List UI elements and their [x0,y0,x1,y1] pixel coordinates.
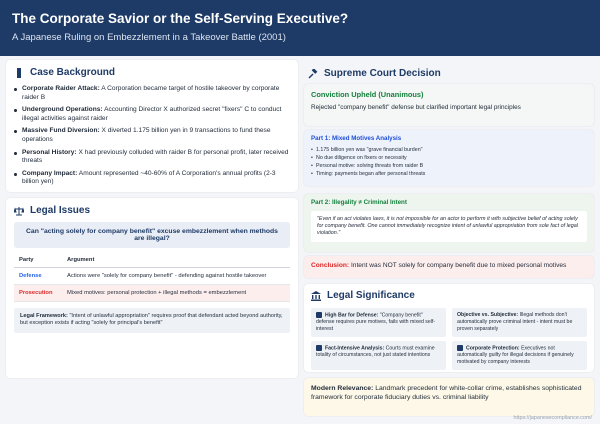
column-header: Party [14,253,62,268]
arguments-table [14,253,290,302]
modern-relevance-card [304,378,594,416]
part1-card [304,130,594,186]
table-row [14,268,290,285]
part2-heading: Part 2: Illegality ≠ Criminal Intent [311,199,407,206]
list-item: Massive Fund Diversion: X diverted 1.175 billion yen in 9 transactions to fund these operations [14,127,290,144]
header-banner [0,0,600,56]
case-background-heading: Case Background [14,67,290,78]
legal-significance-card [304,284,594,372]
significance-grid [311,308,587,370]
court-quote: "Even if an act violates laws, it is not impossible for an actor to perform it with subjective belief of acting solely for company benefit. One cannot immediately recognize intent of unlawful appropriation from sole fact of legal violation." [311,211,587,242]
page-title: The Corporate Savior or the Self-Serving Executive? [12,11,349,26]
list-item: • 1.175 billion yen was "grave financial burden" [311,146,587,154]
column-header: Argument [62,253,290,268]
background-list [14,85,290,187]
significance-item: High Bar for Defense: "Company benefit" defense requires pure motives, fails with mixed self-interest [311,308,446,337]
building-small-icon [457,345,463,351]
bar-marker-icon [14,68,24,78]
list-item: • No due diligence on fixers or necessity [311,154,587,162]
list-item: • Personal motive: solving threats from raider B [311,162,587,170]
argument-cell: Mixed motives: personal protection + illegal methods = embezzlement [62,285,290,302]
legal-significance-heading: Legal Significance [311,290,587,301]
list-item: Corporate Raider Attack: A Corporation became target of hostile takeover by corporate raider B [14,85,290,102]
significance-item: Objective vs. Subjective: Illegal methods don't automatically prove criminal intent - intent must be proven separately [452,308,587,337]
significance-item: Corporate Protection: Executives not automatically guilty for illegal decisions if genuinely motivated by company interests [452,341,587,370]
verdict-text: Rejected "company benefit" defense but clarified important legal principles [311,104,521,111]
legal-framework-note: Legal Framework: "Intent of unlawful appropriation" requires proof that defendant acted beyond authority, but exception exists if acting "solely for principal's benefit" [14,308,290,333]
party-cell: Defense [14,268,62,285]
verdict-card [304,84,594,126]
shield-icon [316,312,322,318]
gavel-icon [308,69,318,79]
building-icon [311,291,321,301]
footer-url: https://japanesecompliance.com/ [513,415,592,421]
page-subtitle: A Japanese Ruling on Embezzlement in a Takeover Battle (2001) [12,32,286,43]
scales-icon [14,206,24,216]
legal-issues-card [6,198,298,378]
significance-item: Fact-Intensive Analysis: Courts must examine totality of circumstances, not just stated intentions [311,341,446,370]
legal-issues-heading: Legal Issues [14,205,290,216]
table-row [14,285,290,302]
part1-heading: Part 1: Mixed Motives Analysis [311,135,402,142]
left-column [6,60,298,418]
list-item: Personal History: X had previously colluded with raider B for personal profit, later received threats [14,149,290,166]
verdict-heading: Conviction Upheld (Unanimous) [311,90,424,99]
case-background-card [6,60,298,192]
list-item: Underground Operations: Accounting Director X authorized secret "fixers" C to conduct illegal activities against raider [14,106,290,123]
conclusion-text: Conclusion: Intent was NOT solely for company benefit due to mixed personal motives [311,262,567,269]
supreme-court-heading: Supreme Court Decision [308,68,441,79]
argument-cell: Actions were "solely for company benefit" - defending against hostile takeover [62,268,290,285]
modern-relevance-text: Modern Relevance: Landmark precedent for white-collar crime, establishes sophisticated framework for corporate fiduciary duties vs. criminal liability [311,385,582,401]
right-column [304,60,594,418]
part2-card [304,194,594,252]
search-icon [316,345,322,351]
list-item: Company Impact: Amount represented ~40-60% of A Corporation's annual profits (2-3 billion yen) [14,170,290,187]
list-item: • Timing: payments began after personal threats [311,170,587,178]
party-cell: Prosecution [14,285,62,302]
conclusion-card [304,256,594,278]
part1-list [311,146,587,178]
central-question: Can "acting solely for company benefit" excuse embezzlement when methods are illegal? [14,222,290,248]
